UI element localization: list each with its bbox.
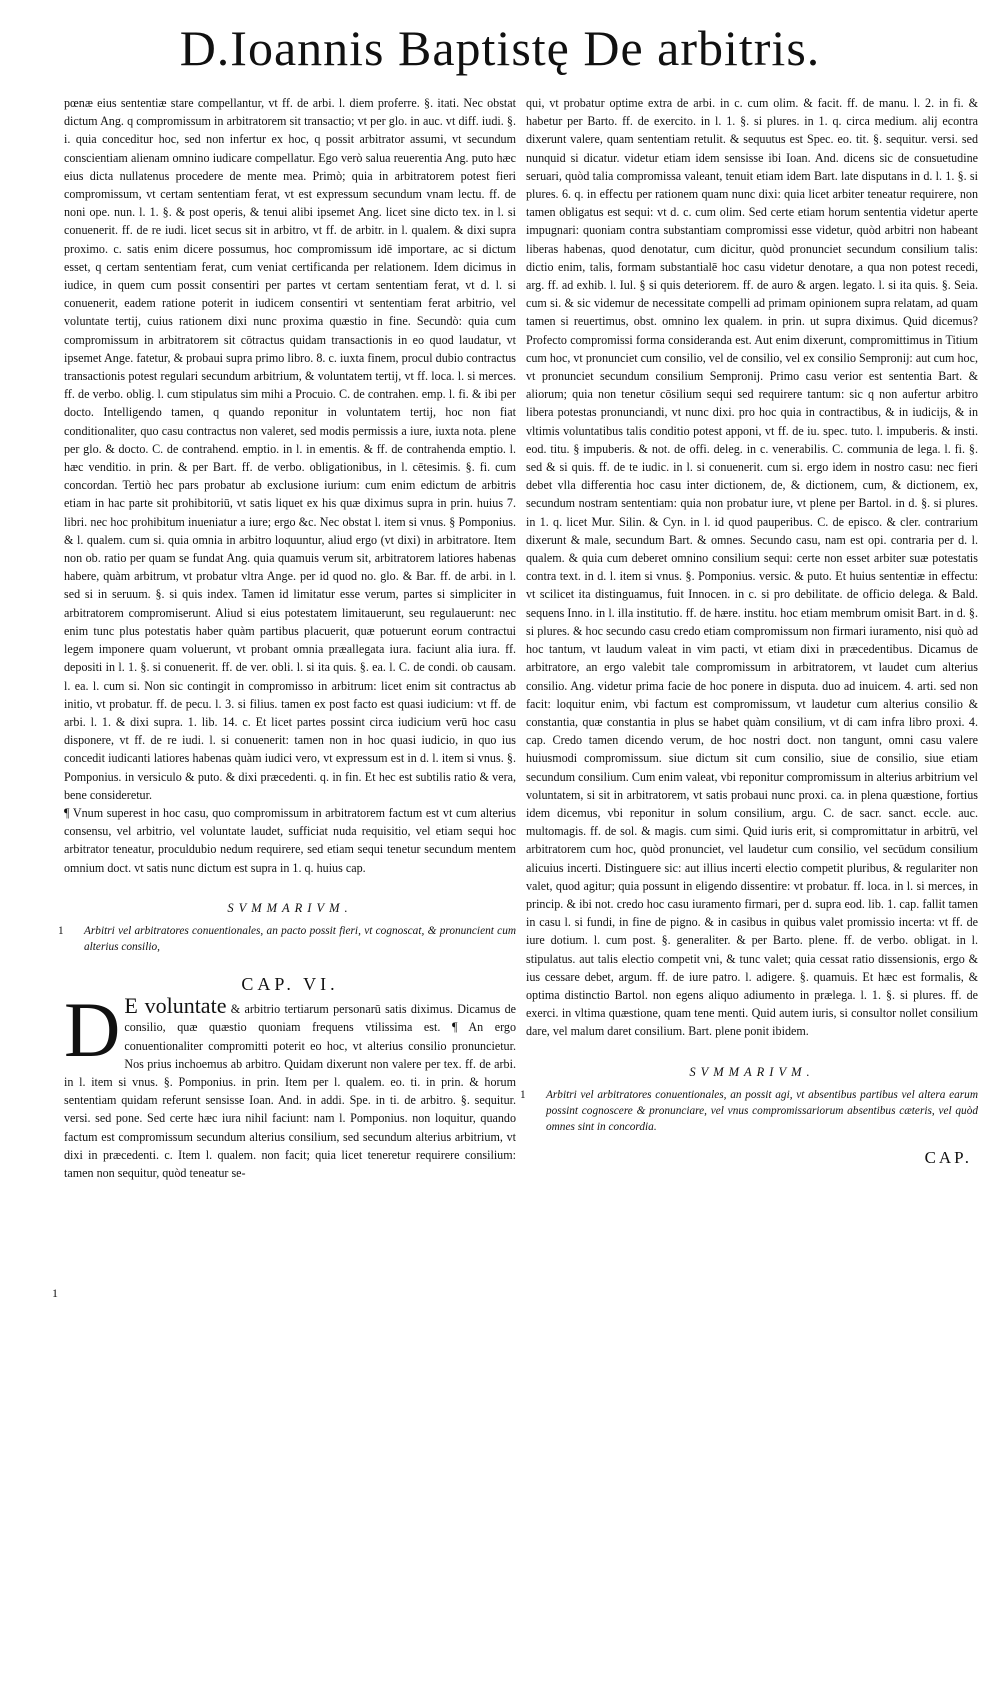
chapter-heading: CAP. VI.	[241, 973, 339, 994]
right-summarium-title: SVMMARIVM.	[689, 1064, 815, 1079]
right-summarium-text: Arbitri vel arbitratores conuentionales, an possit agi, vt absentibus partibus vel altera earum possint cognoscere & pronunciare, vel vnus compromissariorum absentibus cæteris, vel quòd omnes sint in concordia.	[546, 1088, 978, 1133]
right-summarium	[520, 1087, 978, 1135]
left-summarium-number: 1	[58, 924, 64, 937]
left-column	[58, 94, 516, 1182]
margin-number: 1	[52, 1286, 58, 1300]
left-summarium-text: Arbitri vel arbitratores conuentionales, an pacto possit fieri, vt cognoscat, & pronuncient cum alterius consilio,	[84, 924, 516, 953]
chapter-opening-word: E voluntate	[124, 993, 227, 1019]
left-paragraph-2: ¶ Vnum superest in hoc casu, quo compromissum in arbitratorem factum est vt cum alterius consensu, vel arbitrio, vel voluntate laudet, sufficiat nuda requisitio, vel etiam sequi hoc arbitrator teneatur, proculdubio nedum requirere, sed etiam sequi tenetur secundum mentem omnium doct. vt satis nunc dictum est supra in 1. q. huius cap.	[64, 805, 516, 875]
chapter-opening	[64, 986, 516, 1182]
page-header: D.Ioannis Baptistę De arbitris.	[179, 20, 821, 76]
right-body-text: qui, vt probatur optime extra de arbi. in c. cum olim. & facit. ff. de manu. l. 2. in fi. & habetur per Barto. ff. de exercito. in l. 1. §. si plures. in 1. q. circa medium. alij econtra dixerunt valere, quam sententiam retulit. & sequutus est Spec. eo. tit. §. sequitur. versi. sed nunquid si dicatur. videtur etiam idem sensisse ibi Ioan. And. dicens sic de consuetudine seruari, quòd talia compromissa valeant, tenuit etiam idem Bart. late disputans in d. l. 1. §. si plures. 6. q. in effectu per rationem quam nunc dixi: quia licet arbiter teneatur requirere, non tamen obligatus est sequi: vt d. c. cum olim. Sed certe etiam horum sententia videtur aperte impugnari: quoniam contra substantiam compromissi esse videtur, quòd arbitri non habeant liberas habenas, quod denotatur, cum dicitur, quòd pronunciet secundum consilium talis: dictio enim, talis, formam substantialē hoc casu videtur denotare, a qua non potest recedi, arg. ff. ad exhib. l. Iul. § si quis deteriorem. ff. de auro & argen. legato. l. si ita quis. §. Seia. cum si. & sic videmur de necessitate compelli ad primam opinionem supra relatam, ad quam tamen si reuertimus, obst. omnino lex qualem. in prin. ut supra diximus. Quid dicemus? Profecto compromissi forma consideranda est. Aut enim dixerunt, compromittimus in Titium cum hoc, vt pronunciet cum consilio, vel de consilio, vel ex consilio Sempronij: aut cum hoc, vt pronunciet secundum consilium Sempronij. Primo casu verior est sententia Bart. & aliorum; quia non tenetur cōsilium sequi sed requirere tantum: sic q non aufertur arbitro libera potestas pronunciandi, vt nunc dixi. pro hoc quia in contractibus, & in iudicijs, & in vltimis voluntatibus talis conditio potest apponi, vt ff. de iu. spec. tuto. l. impuberis. & insti. eod. titu. § impuberis. & not. de offi. deleg. in c. venerabilis. C. communia de lega. l. fi. §. sed & si quis. ff. de te iudic. in l. si conuenerit. cum si. ergo idem in nostro casu: nec fieri debet vlla differentia hoc casu inter dictionem, de, & dictionem, cum, & dictionem, ex, secundum nostram sententiam: quia non probatur iure, vt plene per Bartol. in d. §. si plures. in 1. q. licet Mur. Silin. & Cyn. in l. id quod pauperibus. C. de episco. & cler. contrarium dixerunt & male, secundum Bart. & omnes. Secundo casu, nam est opi. contraria per d. l. qualem. & quia cum deberet omnino consilium sequi: certe non esset arbiter suæ potestatis contra text. in d. l. item si vnus. §. Pomponius. versic. & puto. Et huius sententiæ in effectu: vt scilicet ita distinguamus, fuit Innocen. in c. si pro debilitate. de officio delega. & Bald. sequens Inno. in l. illa institutio. ff. de hære. institu. hoc etiam membrum omisit Bart. in d. §. si plures. & hoc secundo casu credo etiam compromissum non firmari iuramento, nisi quò ad hoc tantum, vt laudum valeat in vim pacti, vt etiam dixi in præcedentibus. Dicamus de arbitratore, an ergo valebit tale compromissum in arbitratorem, vt laudet cum alterius consilio. Ang. videtur prima facie de hoc ponere in disputa. duo ad inuicem. 4. arti. sed non facit: loquitur enim, vbi factum est compromissum, vt laudetur cum alterius consilio & constantia, quæ constantia in plus se habet quàm consilium, vt di cam infra libro proxi. 4. cap. Credo tamen dicendo verum, de hoc nostri doct. non tangunt, omni casu valere huiusmodi compromissum. siue dictum sit cum consilio, siue de consilio, siue etiam secundum consilium. Cum enim valeat, vbi reponitur compromissum in alterius arbitrium vel voluntatem, si sit in arbitratorem, vt satis probaui nunc proxi. ca. in plena quæstione, fortius idem dicemus, vbi reponitur in solum consilium, argu. C. de sacr. sanct. eccle. auc. multomagis. ff. de sol. & magis. cum simi. Quid iuris erit, si compromittatur in arbitrū, vel arbitratorem cum hoc, quòd pronunciet, vel laudetur cum consilio, vel secūdum consilium alicuius incerti. Distinguere sic: aut illius incerti electio competit pluribus, & regulariter non valet, quod agitur; quia possunt in eligendo dissentire: vt probatur. ff. loca. in l. si merces, in princip. & ibi not. credo hoc casu iuramento firmari, per d. supra eod. lib. 1. cap. fallit tamen in casu l. si fundi, in fine de pigno. & in casibus in quibus valet promissio incerta: vt ff. de iure dotium. l. cum post. §. generaliter. & per Barto. plene. ff. de verbo. obligat. in l. stipulatus. aut talis electio competit vni, & tunc valet; quia cessat ratio dissensionis, ergo & ius cessare debet, argum. ff. de iure patro. l. adigere. §. quamuis. Et hæc est formalis, & optima distinctio Bartol. non egens aliquo adiumento in prælega. l. 1. §. si plures. ff. de exerci. in vltima quæstione, quam tene menti. Quid autem iuris, si consultor nollet consilium dare, vel malum daret consilium. Bart. plene ponit ibidem.	[526, 96, 978, 1039]
catchword: CAP.	[924, 1147, 972, 1167]
right-summarium-number: 1	[520, 1088, 526, 1101]
chapter-body-text: & arbitrio tertiarum personarū satis diximus. Dicamus de consilio, quæ quæstio quoniam frequens vtilissima est. ¶ An ergo conuentionaliter compromitti poterit eo hoc, vt alterius consilio pronuncietur. Nos prius inchoemus ab arbitro. Quidam dixerunt non valere per tex. ff. de arbi. in l. item si vnus. §. Pomponius. in prin. Item per l. qualem. eo. ti. in prin. & horum sententiam quidam referunt sensisse Ioan. And. in addi. Spe. in ti. de arbitro. §. sequitur. versi. sed pone. Sed certe hæc iura nihil faciunt: nam l. Pomponius. non loquitur, quando factum est compromissum secundum alterius consilium, sed secundum alterius arbitrium, vt dixi in præcedenti. c. Item l. qualem. non facit; quia licet teneretur requirere consilium: tamen non sequitur, quòd teneatur se-	[64, 1002, 516, 1180]
right-column	[520, 94, 978, 1167]
left-body-text: pœnæ eius sententiæ stare compellantur, vt ff. de arbi. l. diem proferre. §. itati. Nec obstat dictum Ang. q compromissum in arbitratorem sit transactio; vt per glo. in auc. vt diff. iudi. §. i. quia conceditur hoc, sed non infertur ex hoc, q possit arbitrator assumi, vt secundum conscientiam alienam omnino iudicare compellatur. Ego verò salua reuerentia Ang. puto hæc eius dicta nullatenus procedere de mente mea. Primò; quia in arbitratorem potest fieri compromissum, vt certam sententiam ferat, vt est expressum secundum vnam lectu. ff. de noni ope. nun. l. 1. §. & post operis, & tenui alibi ipsemet Ang. licet sine dicto tex. in l. si conuenerit. ff. de re iudi. licet secus sit in arbitro, vt ff. de arbitr. in l. qualem. & dixi supra proximo. c. satis enim dicere possumus, hoc compromissum idē importare, ac si dictum esset, q certam sententiam ferat, cum veniat certificanda per relationem. Idem dicimus in iudice, in quem cum possit consentiri per partes vt certam sententiam ferat, vt d. l. si conuenerit, eadem ratione poterit in iudicem consentiri vt sententiam ferat arbitrio, vel voluntate tertij, cuius rationem dixi nunc proxima quæstio in fine. Secundò: quia cum compromissum in arbitratorem sit cōtractus quidam transactionis in eo quod laudatur, vt ipsemet Ange. fatetur, & probaui supra primo libro. 8. c. iuxta finem, procul dubio contractus transactionis potest regulari secundum arbitrium, & voluntatem tertij, vt ff. loca. l. si merces. ff. de verbo. oblig. l. cum stipulatus sim mihi a Procuio. C. de contrahen. emp. l. fi. & ibi per docto. Intelligendo tamen, q quando reponitur in voluntatem tertij, hoc non fiat conditionaliter, quo casu contractus non valeret, sed modis permissis a iure, iuxta nota. plene per glo. & docto. C. de contrahend. emptio. in l. in ementis. & ff. de contrahenda emptio. l. hæc venditio. in prin. & per Bart. ff. de verbo. obligationibus, in l. cētesimis. §. fi. cum concordan. Tertiò hec pars probatur ab exclusione iurium: cum enim edictum de arbitris etiam in hac parte sit prohibitoriū, vt satis liquet ex his quæ diximus supra in prin. huius 7. libri. nec hoc prohibitum inueniatur a iure; ergo &c. Nec obstat l. item si vnus. § Pomponius. & l. qualem. cum si. quia omnia in arbitro loquuntur, aliud ergo (vt dixi) in arbitratore. Item non ob. ratio per quam se fundat Ang. quia quamuis verum sit, arbitratorem latiores habenas habere, quàm arbitrum, vt probatur vltra Ange. per id quod no. glo. & Bar. ff. de arbi. in l. sed si in seruum. §. si quis index. Tamen id limitatur esse verum, partes si simpliciter in arbitratorem compromiserunt. Aliud si eius potestatem limitauerunt, seu regulauerunt: nec enim tunc plus potestatis haber quàm partibus placuerit, quæ potuerunt eorum contractui legem imponere quam voluerunt, vt probant omnia præallegata iura. faciunt alia iura. ff. depositi in l. 1. §. si conuenerit. ff. de ver. obli. l. si ita quis. §. ea. l. C. de condi. ob causam. l. ea. l. cum si. Non sic contingit in compromisso in arbitrum: licet enim sit contractus ab initio, vt probatur. ff. de pecu. l. 3. si filius. tamen ex post facto est quasi iudicium: vt ff. de arbi. l. 1. & dixi supra. 1. lib. 14. c. Et licet partes possint circa iudicium verū hoc casu disponere, vt ff. de re iudi. l. si conuenerit: tamen non in hoc quasi iudicio, in quo ius concedit iudicanti latiores habenas quàm iudici vero, vt expressum est in d. l. item si vnus. §. Pomponius. in versiculo & puto. & dixi præcedenti. q. in fin. Et hec est subtilis ratio & vera, bene consideretur.	[64, 96, 516, 802]
left-summarium-title: SVMMARIVM.	[227, 900, 353, 915]
drop-cap: D	[64, 986, 121, 1074]
left-summarium	[58, 923, 516, 955]
